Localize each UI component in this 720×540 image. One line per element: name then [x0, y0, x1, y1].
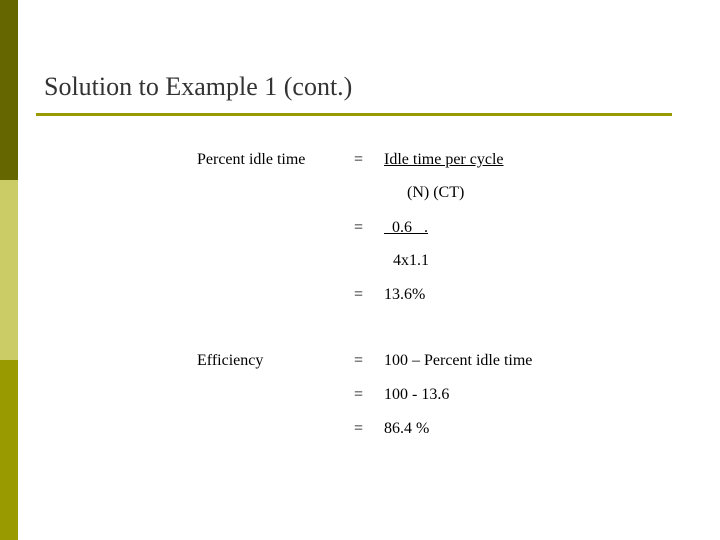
efficiency-label: Efficiency: [197, 352, 264, 369]
accent-bar-middle: [0, 180, 18, 360]
fraction-denominator: 4x1.1: [393, 252, 429, 269]
percent-idle-label: Percent idle time: [197, 151, 306, 168]
accent-bar-top: [0, 0, 18, 180]
percent-idle-result: 13.6%: [384, 286, 426, 303]
fraction-numerator: Idle time per cycle: [384, 151, 504, 168]
fraction-denominator: (N) (CT): [407, 184, 465, 201]
fraction-numerator: 0.6 .: [384, 219, 428, 236]
equals-sign: =: [354, 219, 364, 236]
slide-title: Solution to Example 1 (cont.): [44, 72, 353, 101]
efficiency-expression: 100 - 13.6: [384, 386, 450, 403]
equals-sign: =: [354, 286, 364, 303]
efficiency-result: 86.4 %: [384, 420, 430, 437]
equals-sign: =: [354, 151, 364, 168]
accent-bar-bottom: [0, 360, 18, 540]
efficiency-expression: 100 – Percent idle time: [384, 352, 533, 369]
equals-sign: =: [354, 352, 364, 369]
title-underline-rule: [36, 113, 672, 116]
equals-sign: =: [354, 386, 364, 403]
equals-sign: =: [354, 420, 364, 437]
